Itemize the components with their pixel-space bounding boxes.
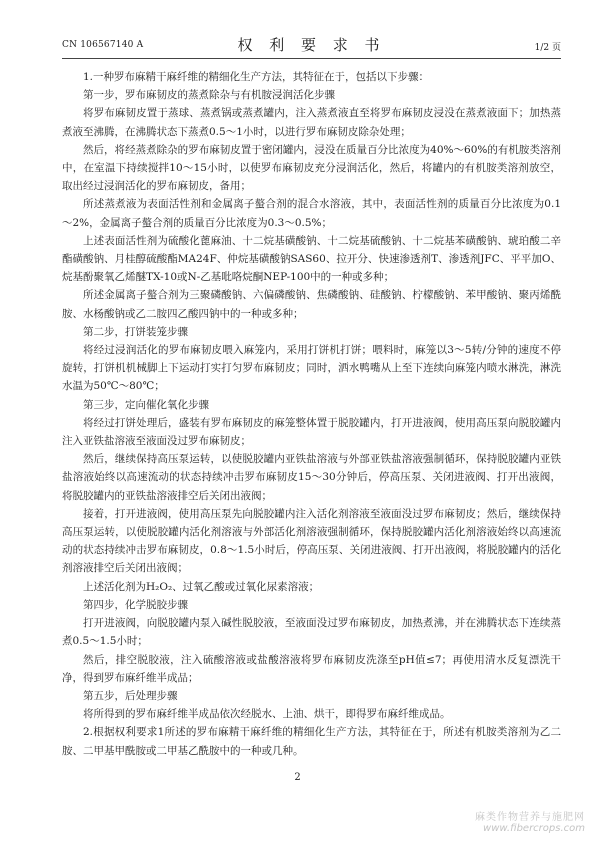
watermark — [475, 808, 585, 834]
publication-number: CN 106567140 A — [62, 40, 144, 50]
claim-paragraph: 所述金属离子螯合剂为三聚磷酸钠、六偏磷酸钠、焦磷酸钠、硅酸钠、柠檬酸钠、苯甲酸钠、聚丙烯酰胺、水杨酸钠或乙二胺四乙酸四钠中的一种或多种； — [62, 289, 561, 320]
claim-paragraph: 上述活化剂为H₂O₂、过氧乙酸或过氧化尿素溶液； — [83, 580, 320, 593]
claim-1-intro: 1.一种罗布麻精干麻纤维的精细化生产方法，其特征在于，包括以下步骤： — [83, 71, 430, 83]
claims-body — [62, 68, 561, 760]
watermark-url: www.fibercrops.com — [483, 823, 585, 834]
claim-paragraph: 将经过打饼处理后，盛装有罗布麻韧皮的麻笼整体置于脱胶罐内，打开进液阀，使用高压泵向脱胶罐内注入亚铁盐溶液至液面没过罗布麻韧皮； — [62, 416, 561, 448]
claim-2: 2.根据权利要求1所述的罗布麻精干麻纤维的精细化生产方法，其特征在于，所述有机胺类溶剂为乙二胺、二甲基甲酰胺或二甲基乙酰胺中的一种或几种。 — [62, 726, 561, 757]
header-divider — [62, 58, 561, 59]
page-number: 2 — [294, 772, 301, 783]
claim-paragraph: 所述蒸煮液为表面活性剂和金属离子螯合剂的混合水溶液，其中，表面活性剂的质量百分比浓度为0.1～2%，金属离子螯合剂的质量百分比浓度为0.3～0.5%； — [62, 198, 561, 229]
document-title: 权 利 要 求 书 — [237, 36, 386, 54]
page-indicator: 1/2 页 — [534, 43, 561, 53]
step-2-heading: 第二步，打饼装笼步骤 — [83, 325, 188, 338]
claim-paragraph: 将经过浸润活化的罗布麻韧皮喂入麻笼内，采用打饼机打饼；喂料时，麻笼以3～5转/分钟的速度不停旋转，打饼机机械脚上下运动打实打匀罗布麻韧皮；同时，洒水鸭嘴从上至下连续向麻笼内喷水淋洗，淋洗水温为50℃～80℃； — [62, 344, 561, 393]
step-1-heading: 第一步，罗布麻韧皮的蒸煮除杂与有机胺浸润活化步骤 — [83, 89, 335, 102]
claim-paragraph: 接着，打开进液阀，使用高压泵先向脱胶罐内注入活化剂溶液至液面没过罗布麻韧皮；然后，继续保持高压泵运转，以使脱胶罐内活化剂溶液与外部活化剂溶液强制循环，保持脱胶罐内活化剂溶液始终以高速流动的状态持续冲击罗布麻韧皮，0.8～1.5小时后，停高压泵、关闭进液阀、打开出液阀，将脱胶罐内的活化剂溶液排空后关闭出液阀； — [62, 507, 561, 575]
claim-paragraph: 上述表面活性剂为硫酸化蓖麻油、十二烷基磺酸钠、十二烷基硫酸钠、十二烷基苯磺酸钠、琥珀酸二辛酯磺酸钠、月桂醇硫酸酯MA24F、仲烷基磺酸钠SAS60、拉开分、快速渗透剂T、渗透剂JFC、平平加O、烷基酚聚氧乙烯醚TX-10或N-乙基吡咯烷酮NEP-100中的一种或多种； — [62, 234, 561, 284]
claim-paragraph: 打开进液阀，向脱胶罐内泵入碱性脱胶液，至液面没过罗布麻韧皮，加热煮沸，并在沸腾状态下连续蒸煮0.5～1.5小时； — [62, 617, 561, 648]
claim-paragraph: 将罗布麻韧皮置于蒸球、蒸煮锅或蒸煮罐内，注入蒸煮液直至将罗布麻韧皮浸没在蒸煮液面下；加热蒸煮液至沸腾，在沸腾状态下蒸煮0.5～1小时，以进行罗布麻韧皮除杂处理； — [62, 107, 561, 138]
claim-paragraph: 然后，将经蒸煮除杂的罗布麻韧皮置于密闭罐内，浸没在质量百分比浓度为40%～60%的有机胺类溶剂中，在室温下持续搅拌10～15小时，以使罗布麻韧皮充分浸润活化，然后，将罐内的有机胺类溶剂放空，取出经过浸润活化的罗布麻韧皮，备用； — [62, 143, 561, 193]
step-3-heading: 第三步，定向催化氧化步骤 — [83, 398, 209, 411]
claim-paragraph: 然后，继续保持高压泵运转，以使脱胶罐内亚铁盐溶液与外部亚铁盐溶液强制循环，保持脱胶罐内亚铁盐溶液始终以高速流动的状态持续冲击罗布麻韧皮15～30分钟后，停高压泵、关闭进液阀、打开出液阀，将脱胶罐内的亚铁盐溶液排空后关闭出液阀； — [62, 453, 561, 502]
step-4-heading: 第四步，化学脱胶步骤 — [83, 598, 188, 611]
page-header — [62, 34, 561, 54]
claim-paragraph: 然后，排空脱胶液，注入硫酸溶液或盐酸溶液将罗布麻韧皮洗涤至pH值≤7；再使用清水反复漂洗干净，得到罗布麻纤维半成品； — [62, 653, 561, 684]
watermark-text: 麻类作物营养与施肥网 — [475, 812, 585, 823]
step-5-heading: 第五步，后处理步骤 — [83, 689, 178, 702]
claim-paragraph: 将所得到的罗布麻纤维半成品依次经脱水、上油、烘干，即得罗布麻纤维成品。 — [83, 708, 451, 721]
